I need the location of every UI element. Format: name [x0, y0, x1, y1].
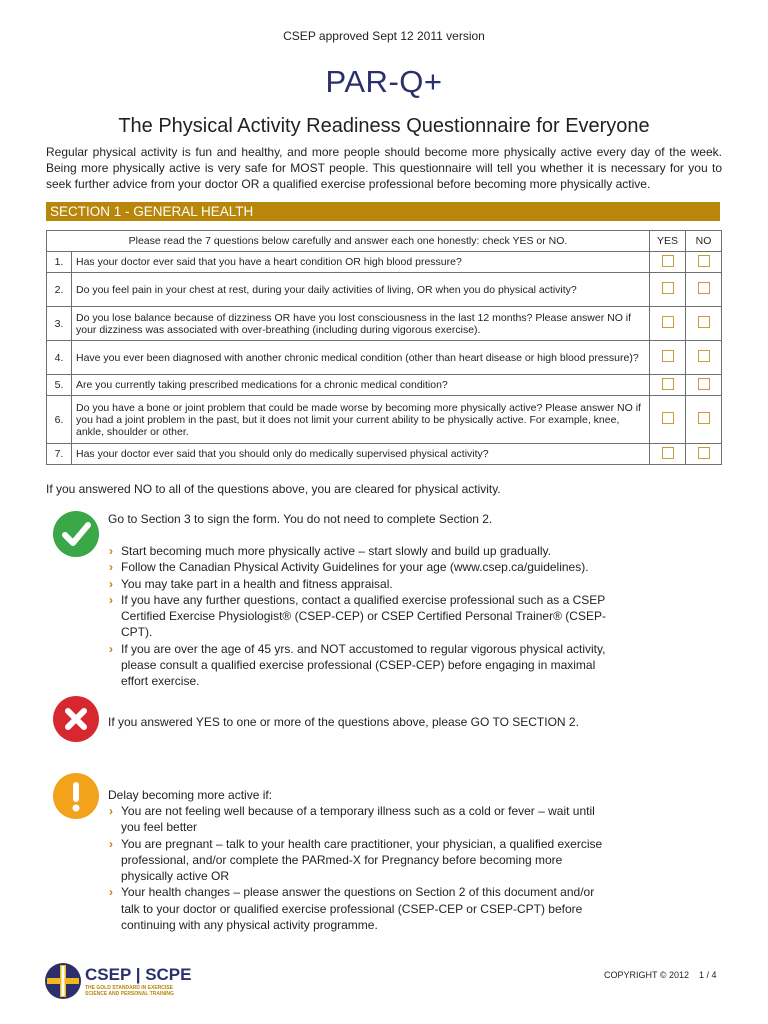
table-header-row	[47, 231, 722, 252]
yes-column-header: YES	[650, 231, 686, 252]
question-row	[47, 252, 722, 273]
question-text: Do you lose balance because of dizziness OR have you lost consciousness in the last 12 months? Please answer NO if your dizziness was associated with over-breathing (including during vigorous exercise).	[72, 307, 650, 341]
question-number: 1.	[47, 252, 72, 273]
question-row	[47, 273, 722, 307]
cleared-list	[108, 543, 608, 690]
question-row	[47, 444, 722, 465]
checkmark-icon	[53, 511, 99, 557]
logo-tagline-2: SCIENCE AND PERSONAL TRAINING	[85, 991, 174, 997]
question-row	[47, 375, 722, 396]
no-checkbox[interactable]	[698, 255, 710, 267]
no-column-header: NO	[686, 231, 722, 252]
x-icon	[53, 696, 99, 742]
list-item: › You may take part in a health and fitness appraisal.	[108, 576, 608, 592]
copyright-page-number: COPYRIGHT © 2012 1 / 4	[604, 970, 717, 980]
list-item: › You are not feeling well because of a temporary illness such as a cold or fever – wait until you feel better	[108, 803, 608, 836]
list-item: › Follow the Canadian Physical Activity Guidelines for your age (www.csep.ca/guidelines).	[108, 559, 608, 575]
no-checkbox[interactable]	[698, 350, 710, 362]
question-row	[47, 307, 722, 341]
no-checkbox[interactable]	[698, 447, 710, 459]
instructions: Please read the 7 questions below carefully and answer each one honestly: check YES or NO.	[47, 231, 650, 252]
answered-yes-statement: If you answered YES to one or more of the questions above, please GO TO SECTION 2.	[108, 715, 579, 729]
yes-checkbox[interactable]	[662, 412, 674, 424]
questions-table	[46, 230, 722, 465]
question-number: 3.	[47, 307, 72, 341]
question-text: Have you ever been diagnosed with another chronic medical condition (other than heart disease or high blood pressure)?	[72, 341, 650, 375]
question-text: Are you currently taking prescribed medications for a chronic medical condition?	[72, 375, 650, 396]
page-title: PAR-Q+	[325, 64, 443, 99]
yes-checkbox[interactable]	[662, 316, 674, 328]
maple-leaf-logo-icon	[44, 961, 194, 1001]
question-text: Do you have a bone or joint problem that could be made worse by becoming more physically active? Please answer NO if you had a joint problem in the past, but it does not limit your current ability to be physically active. For example, knee, ankle, shoulder or other.	[72, 396, 650, 444]
question-text: Has your doctor ever said that you have a heart condition OR high blood pressure?	[72, 252, 650, 273]
list-item: › If you are over the age of 45 yrs. and NOT accustomed to regular vigorous physical activity, please consult a qualified exercise professional (CSEP-CEP) before engaging in maximal effort exercise.	[108, 641, 608, 690]
no-checkbox[interactable]	[698, 412, 710, 424]
page-subtitle: The Physical Activity Readiness Questionnaire for Everyone	[118, 115, 650, 137]
question-number: 6.	[47, 396, 72, 444]
answered-no-statement: If you answered NO to all of the questions above, you are cleared for physical activity.	[46, 482, 501, 496]
section-1-header: SECTION 1 - GENERAL HEALTH	[46, 202, 720, 221]
yes-checkbox[interactable]	[662, 447, 674, 459]
question-number: 2.	[47, 273, 72, 307]
list-item: › Start becoming much more physically active – start slowly and build up gradually.	[108, 543, 608, 559]
version-note: CSEP approved Sept 12 2011 version	[283, 29, 485, 43]
list-item: › If you have any further questions, contact a qualified exercise professional such as a CSEP Certified Exercise Physiologist® (CSEP-CEP) or CSEP Certified Personal Trainer® (CSEP-CPT).	[108, 592, 608, 641]
delay-title: Delay becoming more active if:	[108, 788, 273, 802]
question-row	[47, 396, 722, 444]
no-checkbox[interactable]	[698, 378, 710, 390]
yes-checkbox[interactable]	[662, 378, 674, 390]
exclamation-icon	[53, 773, 99, 819]
delay-list	[108, 803, 608, 933]
question-text: Do you feel pain in your chest at rest, during your daily activities of living, OR when you do physical activity?	[72, 273, 650, 307]
question-number: 7.	[47, 444, 72, 465]
question-text: Has your doctor ever said that you should only do medically supervised physical activity?	[72, 444, 650, 465]
no-checkbox[interactable]	[698, 282, 710, 294]
yes-checkbox[interactable]	[662, 350, 674, 362]
question-number: 5.	[47, 375, 72, 396]
question-row	[47, 341, 722, 375]
no-checkbox[interactable]	[698, 316, 710, 328]
list-item: › You are pregnant – talk to your health care practitioner, your physician, a qualified exercise professional, and/or complete the PARmed-X for Pregnancy before becoming more physically active OR	[108, 836, 608, 885]
question-number: 4.	[47, 341, 72, 375]
yes-checkbox[interactable]	[662, 282, 674, 294]
go-section3-text: Go to Section 3 to sign the form. You do not need to complete Section 2.	[108, 512, 493, 526]
yes-checkbox[interactable]	[662, 255, 674, 267]
intro-paragraph: Regular physical activity is fun and healthy, and more people should become more physically active every day of the week. Being more physically active is very safe for MOST people. This questionnaire will tell you whether it is necessary for you to seek further advice from your doctor OR a qualified exercise professional before becoming more physically active.	[46, 145, 722, 191]
list-item: › Your health changes – please answer the questions on Section 2 of this document and/or talk to your doctor or qualified exercise professional (CSEP-CEP or CSEP-CPT) before continuing with any physical activity programme.	[108, 884, 608, 933]
logo-wordmark: CSEP | SCPE	[85, 965, 192, 984]
csep-logo	[44, 961, 194, 1001]
logo-tagline-1: THE GOLD STANDARD IN EXERCISE	[85, 985, 173, 991]
